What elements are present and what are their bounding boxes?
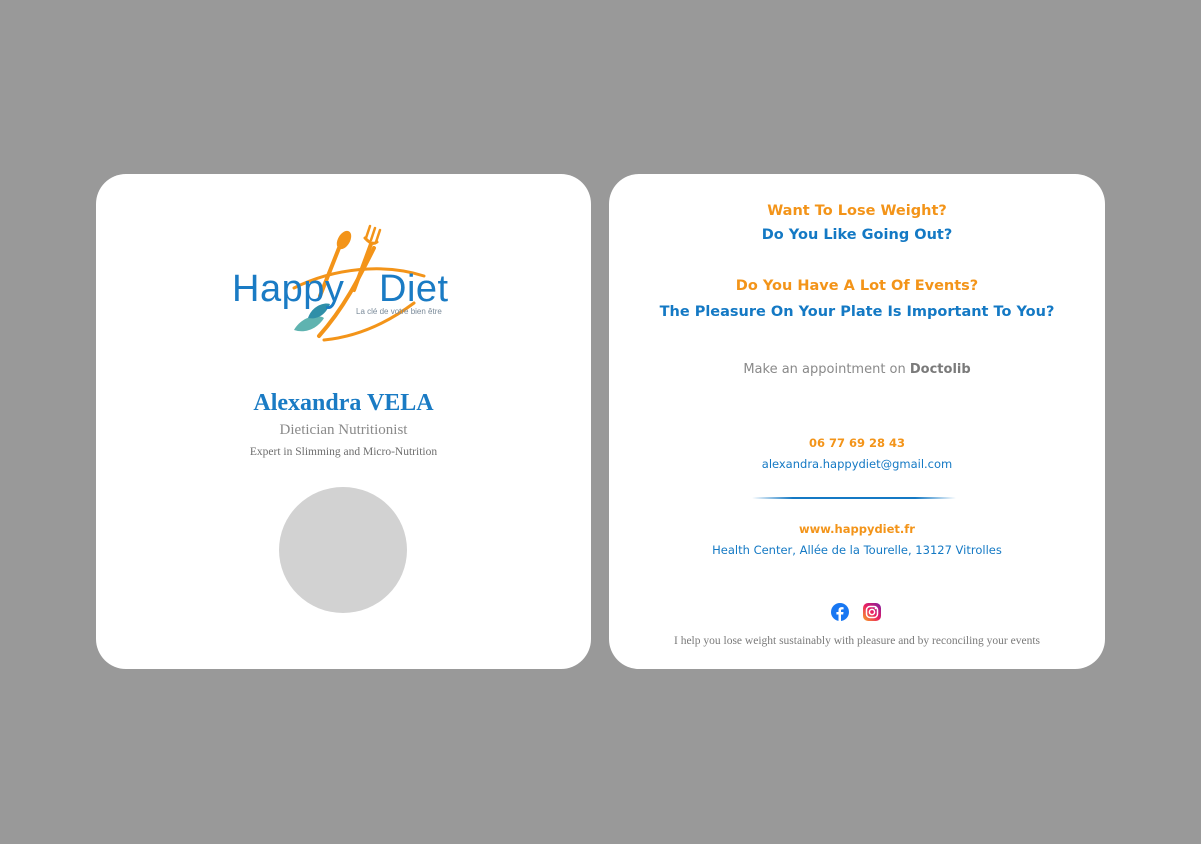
appointment-platform: Doctolib bbox=[909, 362, 971, 377]
business-card-front bbox=[96, 174, 591, 669]
website-link: www.happydiet.fr bbox=[799, 522, 915, 536]
person-expertise: Expert in Slimming and Micro-Nutrition bbox=[249, 446, 438, 458]
phone-number: 06 77 69 28 43 bbox=[808, 436, 906, 450]
facebook-icon bbox=[831, 603, 849, 621]
logo-tagline: La clé de votre bien être bbox=[356, 307, 442, 316]
appointment-text bbox=[609, 362, 1105, 377]
question-events: Do You Have A Lot Of Events? bbox=[735, 278, 979, 294]
person-role: Dietician Nutritionist bbox=[279, 422, 408, 438]
business-card-back bbox=[609, 174, 1105, 669]
logo-word-happy: Happy bbox=[232, 268, 345, 310]
logo-word-diet: Diet bbox=[379, 268, 449, 310]
divider-line bbox=[752, 497, 956, 499]
footer-tagline: I help you lose weight sustainably with pleasure and by reconciling your events bbox=[674, 635, 1040, 647]
question-pleasure-plate: The Pleasure On Your Plate Is Important To You? bbox=[659, 304, 1055, 320]
appointment-prefix: Make an appointment on bbox=[743, 362, 910, 377]
photo-placeholder bbox=[279, 487, 407, 613]
social-icons bbox=[831, 603, 883, 623]
instagram-icon bbox=[863, 603, 881, 621]
happy-diet-logo bbox=[224, 218, 464, 348]
person-name: Alexandra VELA bbox=[253, 390, 434, 416]
email-address: alexandra.happydiet@gmail.com bbox=[761, 457, 953, 471]
question-lose-weight: Want To Lose Weight? bbox=[767, 203, 947, 219]
address-text: Health Center, Allée de la Tourelle, 13127 Vitrolles bbox=[712, 543, 1002, 557]
question-going-out: Do You Like Going Out? bbox=[761, 227, 953, 243]
fork-icon bbox=[354, 226, 380, 290]
